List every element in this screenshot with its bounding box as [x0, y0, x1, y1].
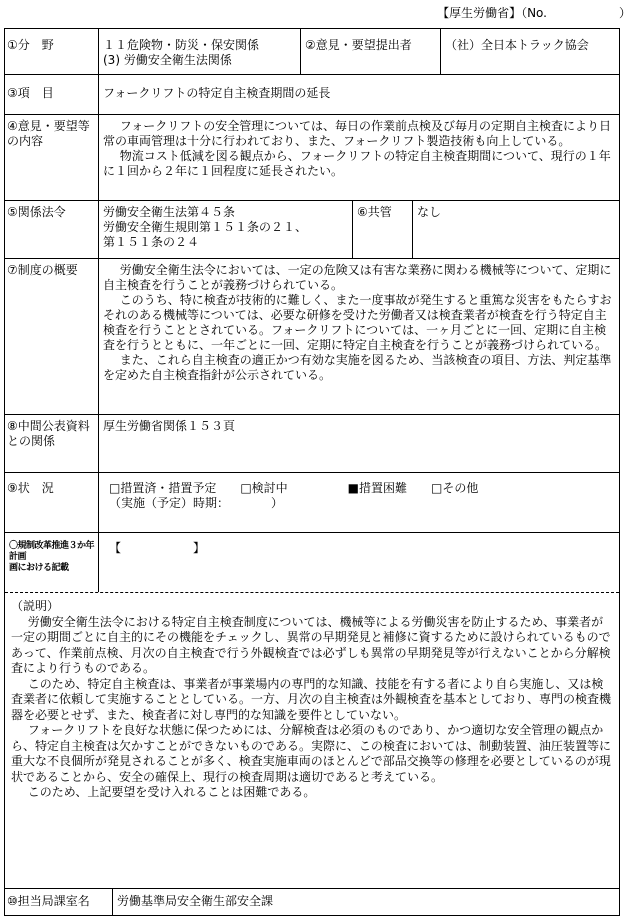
field-label: ①分 野	[5, 29, 99, 74]
measure-value: 【 】	[109, 541, 206, 555]
row-footer	[5, 889, 619, 915]
law-value	[99, 201, 353, 258]
joint-label: ⑥共管	[353, 201, 413, 258]
footer-value: 労働基準局安全衛生部安全課	[117, 894, 274, 908]
field-value	[99, 29, 301, 74]
row-system	[5, 259, 619, 415]
ministry-header: 【厚生労働省】（No. ）	[437, 6, 631, 20]
item-label: ③項 目	[5, 75, 99, 114]
field-value-line2: (3) 労働安全衛生法関係	[103, 53, 232, 67]
status-schedule: （実施（予定）時期： ）	[109, 496, 284, 510]
system-paragraph: 労働安全衛生法令においては、一定の危険又は有害な業務に関わる機械等について、定期に自主検査を行うことが義務づけられている。	[103, 263, 612, 292]
measure-label	[5, 533, 99, 592]
law-line: 労働安全衛生法第４５条	[103, 205, 236, 219]
row-field	[5, 29, 619, 75]
law-line: 労働安全衛生規則第１５１条の２１、	[103, 220, 308, 234]
explanation	[5, 593, 619, 889]
opinion-label: ④意見・要望等の内容	[5, 115, 99, 200]
system-paragraph: このうち、特に検査が技術的に難しく、また一度事故が発生すると重篤な災害をもたらすおそれのある機械等については、必要な研修を受けた労働者又は検査業者が検査を行う特定自主検査を行うこととされている。フォークリフトについては、一ヶ月ごとに一回、定期に自主検査を行うとともに、一年ごとに一回、定期に特定自主検査を行うことが義務づけられている。	[103, 293, 612, 352]
row-opinion	[5, 115, 619, 201]
row-status	[5, 473, 619, 533]
opinion-value	[99, 115, 619, 200]
report-label: ⑧中間公表資料との関係	[5, 415, 99, 472]
footer-label: ⑩担当局課室名	[5, 889, 113, 915]
row-law	[5, 201, 619, 259]
explanation-paragraph: このため、上記要望を受け入れることは困難である。	[27, 785, 316, 799]
field-value-line1: １１危険物・防災・保安関係	[103, 38, 260, 52]
explanation-paragraph: このため、特定自主検査は、事業者が事業場内の専門的な知識、技能を有する者により自ら実施し、又は検査業者に依頼して実施することとしている。一方、月次の自主検査は外観検査を基本としており、専門の検査機器を必要とせず、また、検査者に対し専門的な知識を要件としていない。	[11, 676, 612, 722]
explanation-heading: （説明）	[11, 599, 60, 613]
system-paragraph: また、これら自主検査の適正かつ有効な実施を図るため、当該検査の項目、方法、判定基準を定めた自主検査指針が公示されている。	[103, 353, 612, 382]
measure-label-line1: 〇規制改革推進３か年計画	[9, 541, 95, 562]
law-label: ⑤関係法令	[5, 201, 99, 258]
row-measure	[5, 533, 619, 593]
explanation-paragraph: 労働安全衛生法令における特定自主検査制度については、機械等による労働災害を防止するため、事業者が一定の期間ごとに自主的にその機能をチェックし、異常の早期発見と補修に資するために設けられているものであって、作業前点検、月次の自主検査で行う外観検査では必ずしも異常の早期発見等が行えないことから分解検査により行うものである。	[11, 614, 611, 675]
item-value: フォークリフトの特定自主検査期間の延長	[103, 86, 331, 100]
explanation-paragraph: フォークリフトを良好な状態に保つためには、分解検査は必須のものであり、かつ適切な安全管理の観点から、特定自主検査は欠かすことができないものである。実際に、この検査においては、制動装置、油圧装置等に重大な不良個所が発見されることが多く、検査実施車両のほとんどで部品交換等の修理を必要としているのが現状であることから、安全の確保上、現行の検査周期は適切であると考えている。	[11, 723, 612, 784]
requester-value: （社）全日本トラック協会	[445, 38, 589, 52]
system-value	[99, 259, 619, 414]
status-value	[99, 473, 619, 532]
report-value: 厚生労働省関係１５３頁	[103, 419, 236, 433]
joint-value: なし	[417, 205, 442, 219]
opinion-paragraph: フォークリフトの安全管理については、毎日の作業前点検及び毎月の定期自主検査により日常の車両管理は十分に行われており、また、フォークリフト製造技術も向上している。	[103, 119, 611, 148]
status-label: ⑨状 況	[5, 473, 99, 532]
row-item	[5, 75, 619, 115]
status-options: □措置済・措置予定 □検討中 ■措置困難 □その他	[109, 481, 479, 495]
requester-label: ②意見・要望提出者	[301, 29, 441, 74]
row-report	[5, 415, 619, 473]
request-form	[4, 28, 620, 916]
opinion-paragraph: 物流コスト低減を図る観点から、フォークリフトの特定自主検査期間について、現行の１年に１回から２年に１回程度に延長されたい。	[103, 149, 611, 178]
measure-label-line2: 画における記載	[9, 563, 69, 573]
law-line: 第１５１条の２４	[103, 235, 200, 249]
system-label: ⑦制度の概要	[5, 259, 99, 414]
